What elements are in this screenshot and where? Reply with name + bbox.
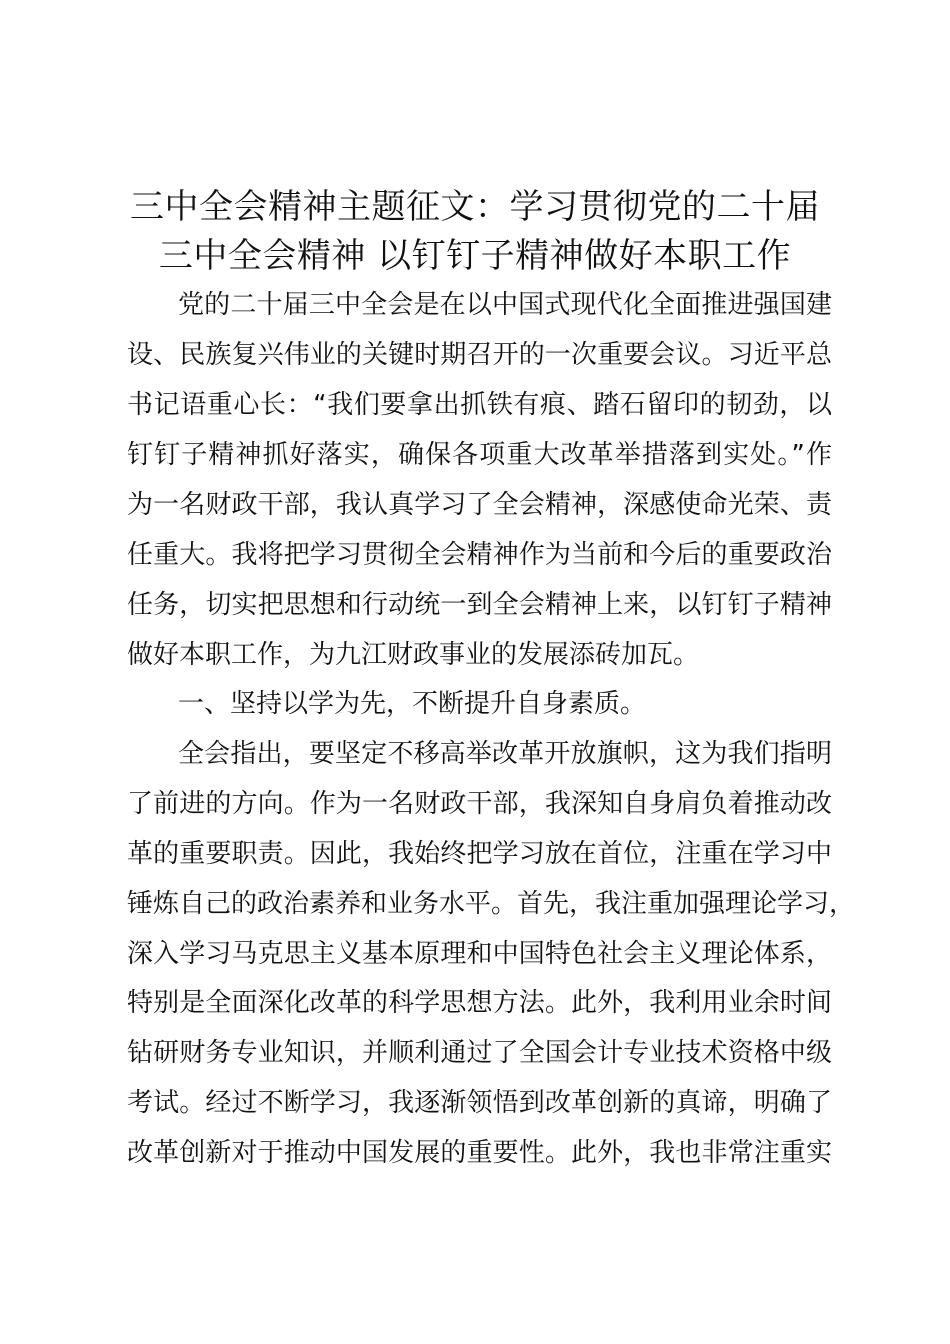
paragraph-2-line-9: 改革创新对于推动中国发展的重要性。此外，我也非常注重实 — [127, 1138, 832, 1168]
paragraph-2-line-6: 特别是全面深化改革的科学思想方法。此外，我利用业余时间 — [127, 988, 832, 1018]
paragraph-1-line-3: 书记语重心长：“我们要拿出抓铁有痕、踏石留印的韧劲，以 — [127, 390, 832, 420]
paragraph-1-line-2: 设、民族复兴伟业的关键时期召开的一次重要会议。习近平总 — [127, 340, 832, 370]
section-heading-1: 一、坚持以学为先，不断提升自身素质。 — [178, 689, 647, 719]
paragraph-2-line-3: 革的重要职责。因此，我始终把学习放在首位，注重在学习中 — [127, 839, 832, 869]
paragraph-2-line-1: 全会指出，要坚定不移高举改革开放旗帜，这为我们指明 — [178, 739, 832, 769]
document-title-line-1: 三中全会精神主题征文：学习贯彻党的二十届 — [130, 187, 820, 227]
paragraph-1-line-6: 任重大。我将把学习贯彻全会精神作为当前和今后的重要政治 — [127, 540, 832, 570]
document-title-line-2: 三中全会精神 以钉钉子精神做好本职工作 — [158, 236, 792, 276]
paragraph-1-line-7: 任务，切实把思想和行动统一到全会精神上来，以钉钉子精神 — [127, 590, 832, 620]
paragraph-2-line-5: 深入学习马克思主义基本原理和中国特色社会主义理论体系， — [127, 939, 832, 969]
paragraph-1-line-4: 钉钉子精神抓好落实，确保各项重大改革举措落到实处。”作 — [127, 440, 832, 470]
paragraph-1-line-8: 做好本职工作，为九江财政事业的发展添砖加瓦。 — [127, 640, 700, 670]
paragraph-1-line-1: 党的二十届三中全会是在以中国式现代化全面推进强国建 — [178, 290, 832, 320]
paragraph-1-line-5: 为一名财政干部，我认真学习了全会精神，深感使命光荣、责 — [127, 490, 832, 520]
paragraph-2-line-4: 锤炼自己的政治素养和业务水平。首先，我注重加强理论学习， — [127, 889, 856, 919]
paragraph-2-line-8: 考试。经过不断学习，我逐渐领悟到改革创新的真谛，明确了 — [127, 1088, 832, 1118]
paragraph-2-line-7: 钻研财务专业知识，并顺利通过了全国会计专业技术资格中级 — [127, 1038, 832, 1068]
paragraph-2-line-2: 了前进的方向。作为一名财政干部，我深知自身肩负着推动改 — [127, 789, 832, 819]
